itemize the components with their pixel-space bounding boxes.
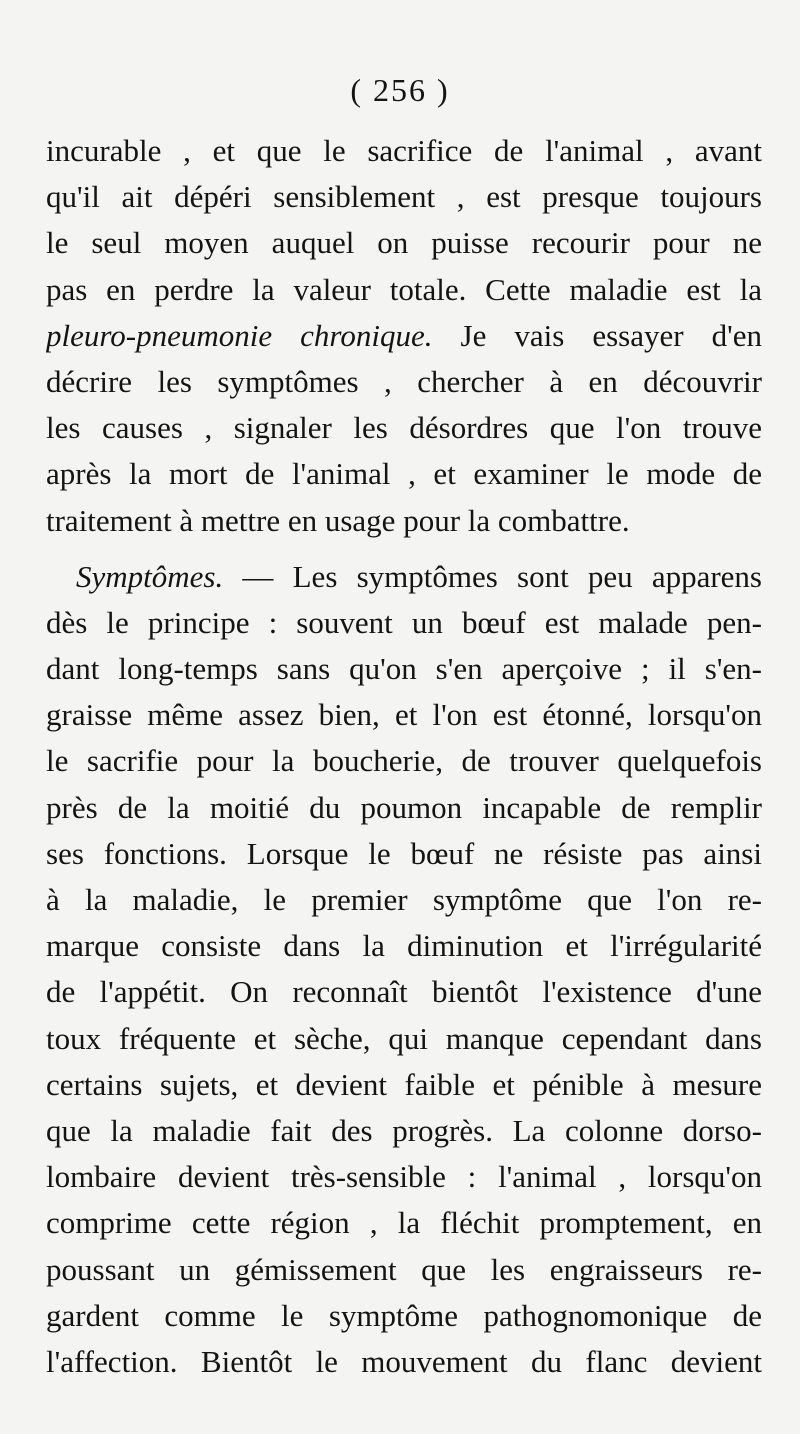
text-line: comprime cette région , la fléchit promptement, en [46,1205,762,1241]
text-line: près de la moitié du poumon incapable de remplir [46,789,762,825]
text-line: le sacrifie pour la boucherie, de trouver quelquefois [46,743,762,779]
section-heading: Symptômes. [76,558,224,594]
text-line: marque consiste dans la diminution et l'irrégularité [46,928,762,964]
text-line: ses fonctions. Lorsque le bœuf ne résiste pas ainsi [46,835,762,871]
text-line [46,554,762,600]
italic-term: pleuro-pneumonie chronique. [46,317,433,353]
paragraph [46,128,762,544]
text-line: décrire les symptômes , chercher à en découvrir [46,363,762,399]
text-line: incurable , et que le sacrifice de l'animal , avant [46,133,762,168]
text-span: Je vais essayer d'en [432,317,762,353]
text-line: traitement à mettre en usage pour la combattre. [46,502,630,538]
text-line: après la mort de l'animal , et examiner le mode de [46,456,762,492]
text-line: dant long-temps sans qu'on s'en aperçoive ; il s'en- [46,651,762,687]
text-line: lombaire devient très-sensible : l'animal , lorsqu'on [46,1159,762,1195]
text-line: le seul moyen auquel on puisse recourir pour ne [46,225,762,261]
text-line: toux fréquente et sèche, qui manque cependant dans [46,1020,762,1056]
text-line: que la maladie fait des progrès. La colonne dorso- [46,1112,762,1148]
body-text [46,128,762,1385]
text-line: poussant un gémissement que les engraisseurs re- [46,1251,762,1287]
paragraph [46,554,762,1385]
text-line: qu'il ait dépéri sensiblement , est presque toujours [46,179,762,215]
text-line: certains sujets, et devient faible et pénible à mesure [46,1066,762,1102]
text-line: l'affection. Bientôt le mouvement du flanc devient [46,1343,762,1379]
text-line: dès le principe : souvent un bœuf est malade pen- [46,604,762,640]
text-span: — Les symptômes sont peu apparens [223,558,762,594]
text-line: de l'appétit. On reconnaît bientôt l'existence d'une [46,974,762,1010]
text-line: à la maladie, le premier symptôme que l'on re- [46,882,762,917]
text-line: gardent comme le symptôme pathognomonique de [46,1297,762,1333]
text-line: graisse même assez bien, et l'on est étonné, lorsqu'on [46,697,762,733]
page-number: ( 256 ) [350,72,450,108]
text-line [46,313,762,359]
text-line: pas en perdre la valeur totale. Cette maladie est la [46,271,762,307]
text-line: les causes , signaler les désordres que l'on trouve [46,410,762,446]
paragraph-gap [46,544,762,554]
